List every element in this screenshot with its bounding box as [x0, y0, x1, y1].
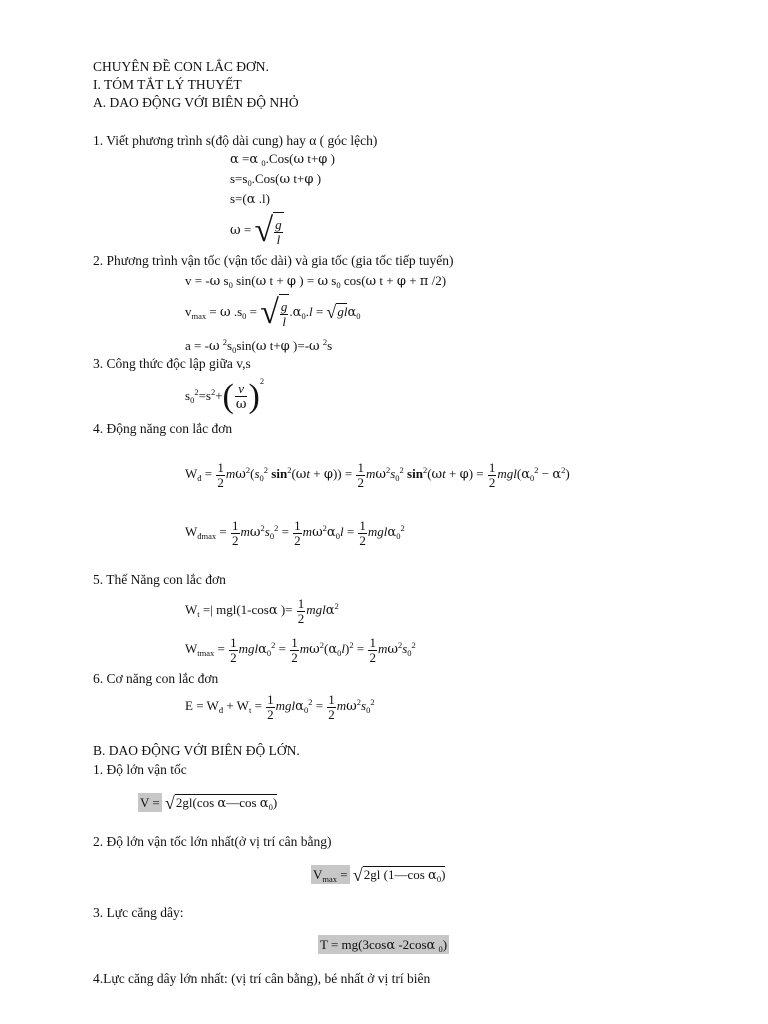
item-mechanical-energy: 6. Cơ năng con lắc đơn — [93, 671, 219, 686]
document-title: CHUYÊN ĐỀ CON LẮC ĐƠN. — [93, 59, 269, 74]
item-velocity-acceleration: 2. Phương trình vận tốc (vận tốc dài) và gia tốc (gia tốc tiếp tuyến) — [93, 253, 454, 268]
formula-velocity: v = -ω $s_0$ sin(ω t + φ ) = ω $s_0$ cos(ω t + φ + π /2) — [185, 273, 447, 290]
formula-independent: $s_0^2=s^2+$( $\frac{v}{\omega}$ )$^2$ — [185, 376, 265, 416]
item-max-velocity: 2. Độ lớn vận tốc lớn nhất(ở vị trí cân bằng) — [93, 834, 332, 849]
item-kinetic-energy: 4. Động năng con lắc đơn — [93, 421, 233, 436]
formula-mechanical-energy: $E = W_đ + W_t$ = $\frac{1}{2}$ mglα$_0^2$ = $\frac{1}{2}$ $m\omega^2s_0^2$ — [185, 691, 375, 722]
formula-acceleration: a = -ω $^2s_0\sin(\omega$ t+φ )=-ω $^2$s — [185, 337, 333, 355]
formula-potential-energy: $W_t$ =| mgl(1-cosα )= $\frac{1}{2}$ mglα$^2$ — [185, 595, 339, 626]
item-velocity-magnitude: 1. Độ lớn vận tốc — [93, 762, 187, 777]
formula-kinetic-energy: $W_đ$ = $\frac{1}{2}$ $m\omega^2(s_0^2$ $\sin^2(\omega t + \varphi)$) = $\frac{1}{2}$ $m\omega^2s_0^2$ $\sin^2(\omega t + \varphi)$ = $\frac{1}{2}$ $mgl(\alpha_0^2 - \alpha^2)$ — [185, 459, 570, 490]
formula-velocity-large-amplitude: V = √2gl(cos α—cos $\alpha_0$) — [140, 793, 278, 813]
formula-max-potential-energy: $W_{tmax}$ = $\frac{1}{2}$ mglα$_0^2$ = $\frac{1}{2}$ $m\omega^2(\alpha_0l)^2$ = $\frac{1}{2}$ $m\omega^2s_0^2$ — [185, 634, 416, 665]
item-tension: 3. Lực căng dây: — [93, 905, 184, 920]
formula-max-velocity-large-amplitude: $V_{max} = √2gl$ (1—cos $\alpha_0$) — [313, 865, 446, 885]
item-equation-of-motion: 1. Viết phương trình s(độ dài cung) hay α ( góc lệch) — [93, 133, 378, 148]
formula-arc-equation: $s=s_0.Cos(\omega$ t+φ ) — [230, 171, 322, 188]
item-independent-formula: 3. Công thức độc lập giữa v,s — [93, 356, 251, 371]
formula-arc-length: s=(α .l) — [230, 191, 270, 207]
item-potential-energy: 5. Thế Năng con lắc đơn — [93, 572, 226, 587]
section-heading-large-amplitude: B. DAO ĐỘNG VỚI BIÊN ĐỘ LỚN. — [93, 743, 300, 758]
formula-tension: T = mg(3cosα -2cosα $_0$) — [320, 937, 448, 954]
section-heading-theory: I. TÓM TẮT LÝ THUYẾT — [93, 77, 242, 92]
formula-angular-frequency: ω = √ $\frac{g}{l}$ — [230, 212, 282, 250]
section-heading-small-amplitude: A. DAO ĐỘNG VỚI BIÊN ĐỘ NHỎ — [93, 95, 299, 110]
formula-angle-equation: α =α $_0$.Cos(ω t+φ ) — [230, 151, 335, 168]
formula-max-velocity: $v_{max} = \omega$ $.s_0$ = √ $\frac{g}{l}$ $.\alpha_0.l = √gl\alpha_0$ — [185, 294, 361, 332]
formula-max-kinetic-energy: $W_{đmax}$ = $\frac{1}{2}$ $m\omega^2s_0^2$ = $\frac{1}{2}$ $m\omega^2\alpha_0l$ = $\frac{1}{2}$ mglα$_0^2$ — [185, 517, 405, 548]
item-max-min-tension: 4.Lực căng dây lớn nhất: (vị trí cân bằng), bé nhất ở vị trí biên — [93, 971, 431, 986]
